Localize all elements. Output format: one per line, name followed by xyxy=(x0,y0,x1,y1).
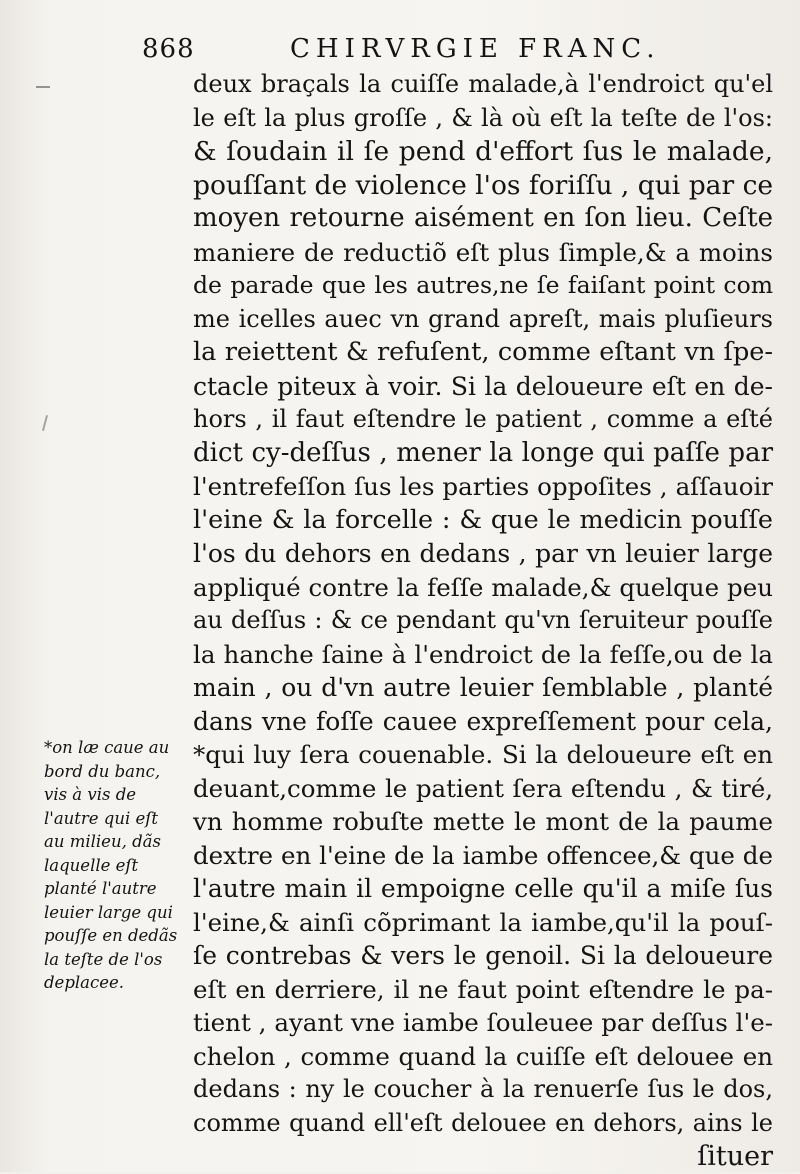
catchword: ſituer xyxy=(697,1141,773,1172)
text-line: dextre en l'eine de la iambe offencee,& que de xyxy=(193,840,773,870)
text-line: tient , ayant vne iambe ſouleuee par deſſus l'e- xyxy=(193,1008,773,1037)
text-line: me icelles auec vn grand apreſt, mais pluſieurs xyxy=(193,304,773,333)
text-line: dans vne foſſe cauee expreſſement pour cela, xyxy=(193,706,773,736)
text-line: le eſt la plus groſſe , & là où eſt la teſte de l'os: xyxy=(193,103,773,132)
gutter-mark xyxy=(36,86,50,88)
running-head: CHIRVRGIE FRANC. xyxy=(290,34,661,64)
text-line: pouſſant de violence l'os foriſſu , qui par ce xyxy=(193,169,774,201)
gutter-mark xyxy=(42,415,48,431)
margin-note-line: vis à vis de xyxy=(44,785,137,804)
margin-note-line: laquelle eſt xyxy=(44,855,139,875)
text-line: de parade que les autres,ne ſe faiſant point com xyxy=(193,271,773,299)
text-line: hors , il faut eſtendre le patient , comme a eſté xyxy=(193,405,773,433)
text-line: ctacle piteux à voir. Si la deloueure eſt en de- xyxy=(193,371,773,401)
margin-note-line: l'autre qui eſt xyxy=(44,808,159,828)
text-line: l'eine & la forcelle : & que le medicin pouſſe xyxy=(193,504,773,535)
margin-note-line: deplacee. xyxy=(44,973,125,992)
text-line: eſt en derriere, il ne faut point eſtendre le pa- xyxy=(193,974,773,1004)
text-line: *qui luy ſera couenable. Si la deloueure eſt en xyxy=(193,740,773,769)
text-line: appliqué contre la feſſe malade,& quelque peu xyxy=(193,572,773,602)
text-line: la hanche ſaine à l'endroict de la feſſe,ou de la xyxy=(193,639,773,669)
page-header xyxy=(140,28,780,68)
margin-note-line: la teſte de l'os xyxy=(44,949,163,969)
margin-note-line: au milieu, dãs xyxy=(44,832,161,851)
text-line: vn homme robuſte mette le mont de la paume xyxy=(193,807,773,836)
text-line: chelon , comme quand la cuiſſe eſt delouee en xyxy=(193,1041,773,1071)
text-line: l'entrefeſſon ſus les parties oppoſites , aſſauoir xyxy=(193,472,773,501)
margin-note-line: leuier large qui xyxy=(44,902,173,922)
body-text xyxy=(193,68,773,1174)
text-line: la reiettent & refuſent, comme eſtant vn ſpe- xyxy=(193,337,773,367)
page-number: 868 xyxy=(142,34,195,64)
text-line: deux braçals la cuiſſe malade,à l'endroict qu'el xyxy=(193,70,773,98)
text-line: deuant,comme le patient ſera eſtendu , & tiré, xyxy=(193,773,773,803)
text-line: dedans : ny le coucher à la renuerſe ſus le dos, xyxy=(193,1075,773,1103)
margin-note-line: bord du banc, xyxy=(44,761,161,781)
text-line: main , ou d'vn autre leuier ſemblable , planté xyxy=(193,673,773,702)
text-line: l'eine,& ainſi cõprimant la iambe,qu'il la pouſ- xyxy=(193,907,773,937)
text-line: ſe contrebas & vers le genoil. Si la deloueure xyxy=(193,941,773,970)
text-line: moyen retourne aisément en ſon lieu. Ceſte xyxy=(193,203,773,233)
text-line: l'os du dehors en dedans , par vn leuier large xyxy=(193,539,773,568)
text-line: maniere de reductiõ eſt plus ſimple,& a moins xyxy=(193,237,773,267)
margin-note-line: pouſſe en dedãs xyxy=(44,926,178,945)
margin-note-line: *on læ caue au xyxy=(44,738,170,757)
text-line: comme quand ell'eſt delouee en dehors, ains le xyxy=(193,1108,773,1137)
margin-note-line: planté l'autre xyxy=(44,879,157,898)
text-line: l'autre main il empoigne celle qu'il a miſe ſus xyxy=(193,874,773,903)
text-line: au deſſus : & ce pendant qu'vn ſeruiteur pouſſe xyxy=(193,606,773,634)
text-line: dict cy-deſſus , mener la longe qui paſſe par xyxy=(193,437,773,468)
text-line: & ſoudain il ſe pend d'effort ſus le malade, xyxy=(193,136,773,167)
margin-note xyxy=(44,736,186,995)
